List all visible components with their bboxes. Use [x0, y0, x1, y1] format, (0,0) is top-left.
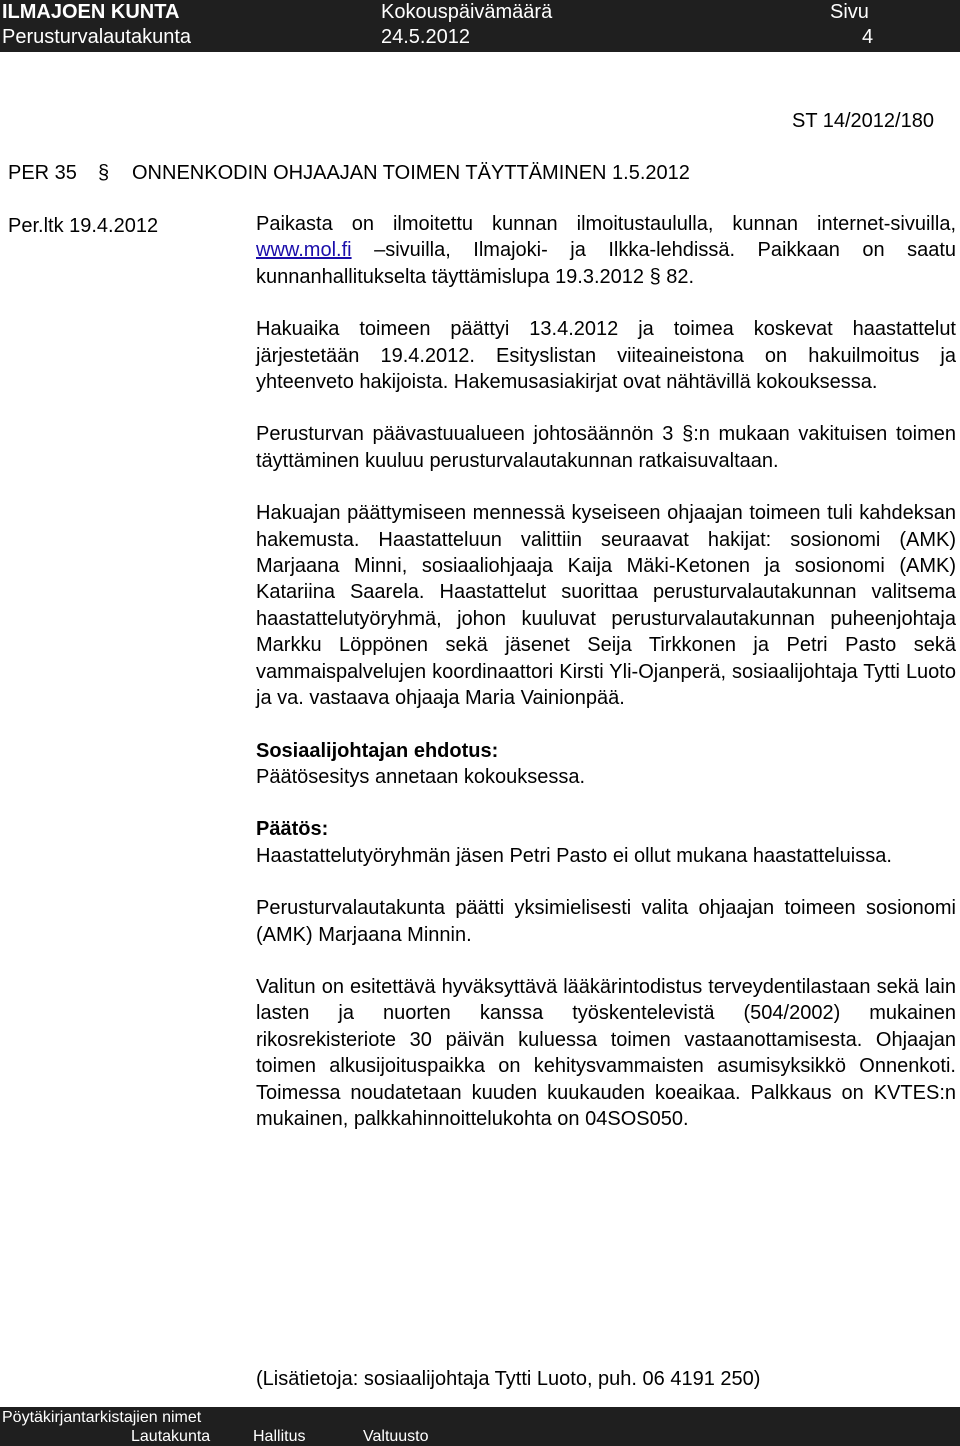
paragraph-application-period: Hakuaika toimeen päättyi 13.4.2012 ja toimea koskevat haastattelut järjestetään 19.4.2012. Esityslistan viiteaineistona on hakuilmoitus ja yhteenveto hakijoista. Hakemusasiakirjat ovat nähtävillä kokouksessa. — [256, 318, 956, 394]
decision-text-3: Valitun on esitettävä hyväksyttävä lääkärintodistus terveydentilastaan sekä lain lasten ja nuorten kanssa työskentelevistä (504/2002) mukainen rikosrekisteriote 30 päivän kuluessa toimen vastaanottamisesta. Ohjaajan toimen alkusijoituspaikka on kehitysvammaisten asumisyksikkö Onnenkoti. Toimessa noudatetaan kuuden kuukauden koeaikaa. Palkkaus on KVTES:n mukainen, palkkahinnoittelukohta on 04SOS050. — [256, 975, 956, 1130]
signatures-label: Pöytäkirjantarkistajien nimet — [2, 1409, 202, 1426]
board-name: Perusturvalautakunta — [2, 26, 192, 48]
proposal-text: Päätösesitys annetaan kokouksessa. — [256, 765, 586, 788]
decision-heading: Päätös: — [256, 818, 329, 841]
footer-lautakunta: Lautakunta — [131, 1428, 211, 1445]
paragraph-authority: Perusturvan päävastuualueen johtosäännön 3 §:n mukaan vakituisen toimen täyttäminen kuuluu perusturvalautakunnan ratkaisuvaltaan. — [256, 423, 956, 472]
paragraph-applicants: Hakuajan päättymiseen mennessä kyseiseen ohjaajan toimeen tuli kahdeksan hakemusta. Haastatteluun valittiin seuraavat hakijat: sosionomi (AMK) Marjaana Minni, sosiaaliohjaaja Kaija Mäki-Ketonen ja sosionomi (AMK) Katariina Saarela. Haastattelut suorittaa perusturvalautakunnan valitsema haastattelutyöryhmä, johon kuuluvat perusturvalautakunnan puheenjohtaja Markku Löppönen sekä jäsenet Seija Tirkkonen ja Petri Pasto sekä vammaispalvelujen koordinaattori Kirsti Yli-Ojanperä, sosiaalijohtaja Tytti Luoto ja va. vastaava ohjaaja Maria Vainionpää. — [256, 502, 956, 710]
page-header — [0, 0, 960, 52]
section-sign: § — [98, 162, 110, 184]
decision-text: Haastattelutyöryhmän jäsen Petri Pasto ei ollut mukana haastatteluissa. — [256, 844, 892, 867]
proposal-heading: Sosiaalijohtajan ehdotus: — [256, 739, 499, 762]
contact-info: (Lisätietoja: sosiaalijohtaja Tytti Luoto, puh. 06 4191 250) — [256, 1368, 761, 1391]
mol-link[interactable]: www.mol.fi — [256, 239, 352, 262]
section-title: ONNENKODIN OHJAAJAN TOIMEN TÄYTTÄMINEN 1.5.2012 — [132, 162, 690, 184]
paragraph-announcement: Paikasta on ilmoitettu kunnan ilmoitustaululla, kunnan internet-sivuilla, www.mol.fi –sivuilla, Ilmajoki- ja Ilkka-lehdissä. Paikkaan on saatu kunnanhallitukselta täyttämislupa 19.3.2012 § 82. — [256, 213, 956, 288]
page-label: Sivu — [830, 1, 869, 23]
meeting-date: 24.5.2012 — [381, 26, 470, 48]
meeting-date-label: Kokouspäivämäärä — [381, 1, 553, 23]
decision-text-2: Perusturvalautakunta päätti yksimielisesti valita ohjaajan toimeen sosionomi (AMK) Marjaana Minnin. — [256, 897, 956, 946]
organization-name: ILMAJOEN KUNTA — [2, 1, 180, 23]
footer-hallitus: Hallitus — [253, 1428, 306, 1445]
document-body — [256, 211, 956, 1419]
footer-valtuusto: Valtuusto — [363, 1428, 429, 1445]
page-footer — [0, 1407, 960, 1446]
section-number: PER 35 — [8, 162, 77, 184]
page-number: 4 — [862, 26, 874, 48]
previous-meeting-ref: Per.ltk 19.4.2012 — [8, 215, 159, 237]
reference-number: ST 14/2012/180 — [792, 110, 934, 132]
